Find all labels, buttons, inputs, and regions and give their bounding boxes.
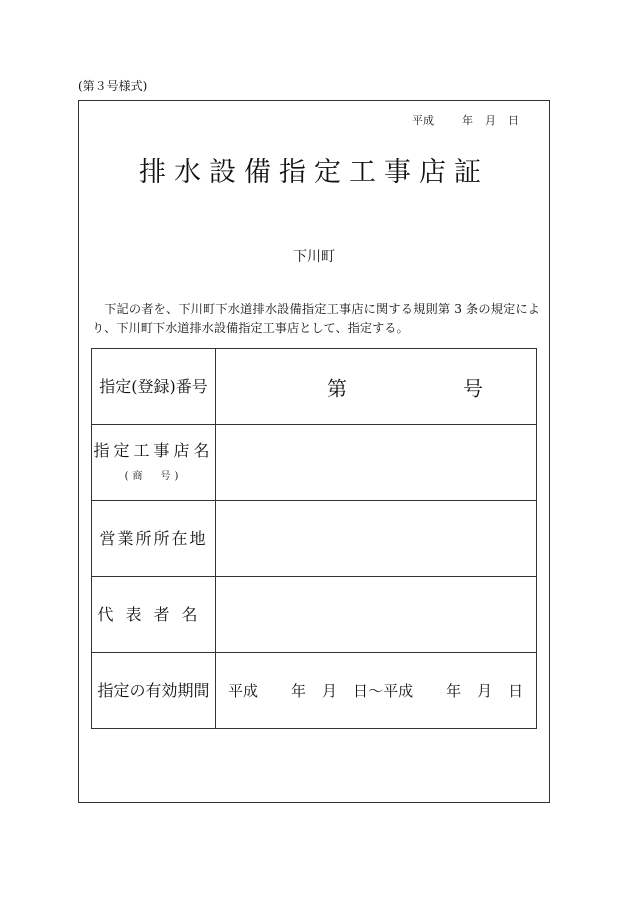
shop-name-label-cell (92, 425, 216, 501)
issue-date (412, 114, 519, 128)
issuer-name: 下川町 (293, 249, 335, 265)
shop-name-label: 指定工事店名 (93, 441, 214, 460)
registration-label-cell (92, 349, 216, 425)
registration-label: 指定(登録)番号 (99, 376, 208, 396)
shop-name-field[interactable] (216, 425, 537, 501)
representative-field[interactable] (216, 577, 537, 653)
office-address-label: 営業所所在地 (99, 528, 208, 548)
validity-period-label: 指定の有効期間 (97, 680, 210, 700)
office-address-label-cell (92, 501, 216, 577)
period-separator: 〜 (368, 682, 384, 700)
form-number: (第３号様式) (78, 79, 148, 93)
issue-date-month-unit: 月 (485, 114, 496, 127)
period-start-era: 平成 (228, 682, 259, 700)
issue-date-era: 平成 (412, 114, 434, 127)
table-row-representative (92, 577, 537, 653)
table-row-validity-period (92, 653, 537, 729)
period-end-day-unit: 日 (508, 682, 524, 700)
certificate-frame (78, 100, 550, 803)
table-row-registration (92, 349, 537, 425)
issue-date-day-unit: 日 (508, 114, 519, 127)
registration-number-prefix: 第 (327, 376, 347, 400)
certificate-table (91, 348, 537, 729)
certificate-title: 排水設備指定工事店証 (139, 157, 489, 188)
validity-period-dates (216, 653, 536, 728)
issue-date-year-unit: 年 (462, 114, 473, 127)
period-start-month-unit: 月 (322, 682, 338, 700)
period-end-month-unit: 月 (477, 682, 493, 700)
representative-label-cell (92, 577, 216, 653)
representative-label: 代表者名 (97, 604, 210, 624)
period-end-year-unit: 年 (446, 682, 462, 700)
validity-period-label-cell (92, 653, 216, 729)
period-start-year-unit: 年 (291, 682, 307, 700)
shop-name-sublabel: (商 号) (124, 471, 183, 482)
registration-number-field[interactable] (216, 349, 537, 425)
table-row-shop-name (92, 425, 537, 501)
office-address-field[interactable] (216, 501, 537, 577)
period-end-era: 平成 (383, 682, 414, 700)
registration-number-suffix: 号 (463, 376, 483, 400)
period-start-day-unit: 日 (353, 682, 369, 700)
validity-period-field[interactable] (216, 653, 537, 729)
table-row-office-address (92, 501, 537, 577)
designation-statement: 下記の者を、下川町下水道排水設備指定工事店に関する規則第 3 条の規定により、下川町下水道排水設備指定工事店として、指定する。 (92, 302, 540, 335)
